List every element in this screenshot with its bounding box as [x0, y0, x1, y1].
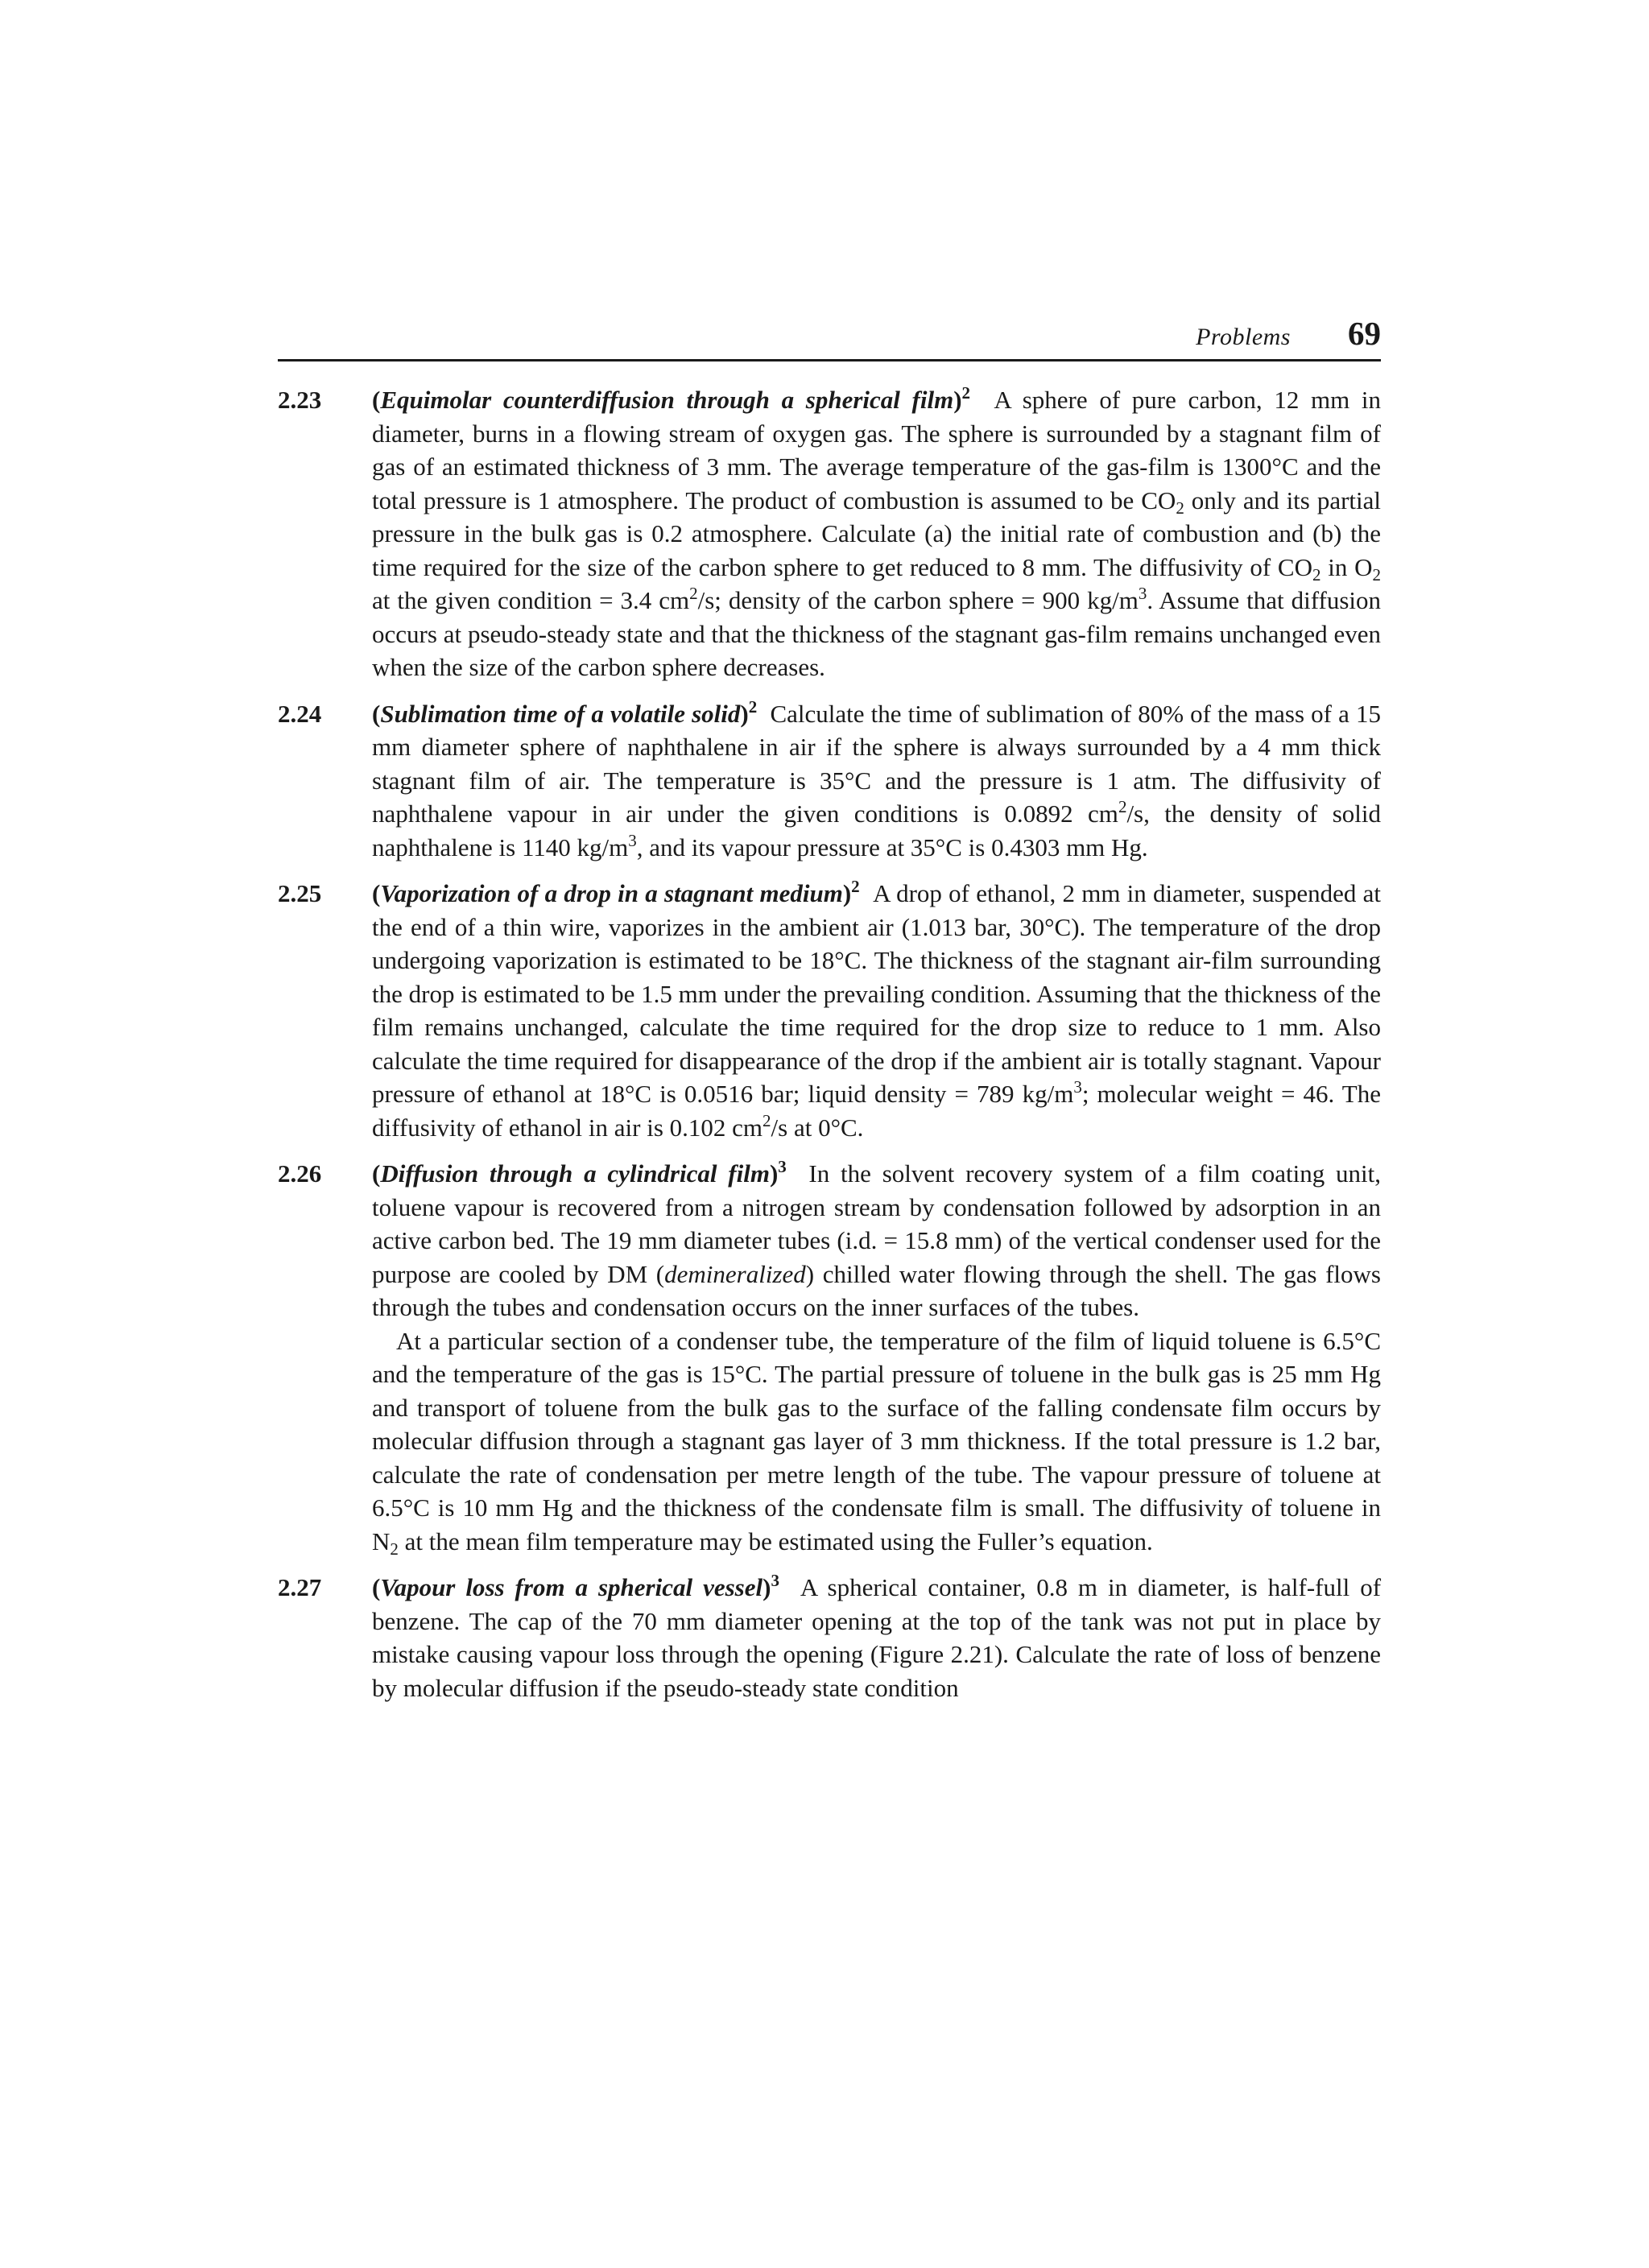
- reference-marker: 2: [961, 383, 971, 403]
- problem-title: (Vaporization of a drop in a stagnant medium): [372, 879, 852, 907]
- problem-text: (Sublimation time of a volatile solid)$^2$ Calculate the time of sublimation of 80% of the mass of a 15 mm diameter sphere of naphthalene in air if the sphere is always surrounded by a 4 mm thick stagnant film of air. The temperature is 35°C and the pressure is 1 atm. The diffusivity of naphthalene vapour in air under the given conditions is 0.0892 $cm^2/s$, the density of solid naphthalene is 1140 $kg/m^3$, and its vapour pressure at 35°C is 0.4303 mm Hg.: [372, 696, 1381, 861]
- problem-number: 2.23: [278, 386, 322, 414]
- problem-2-24: [278, 697, 1381, 865]
- running-head-section: Problems: [1196, 324, 1291, 350]
- problem-2-26: [278, 1157, 1381, 1558]
- reference-marker: 3: [771, 1571, 779, 1590]
- problem-title: (Diffusion through a cylindrical film): [372, 1159, 779, 1188]
- problem-text: (Diffusion through a cylindrical film)$^3$ In the solvent recovery system of a film coating unit, toluene vapour is recovered from a nitrogen stream by condensation followed by adsorption in an active carbon bed. The 19 mm diameter tubes (i.d. = 15.8 mm) of the vertical condenser used for the purpose are cooled by DM (demineralized) chilled water flowing through the shell. The gas flows through the tubes and condensation occurs on the inner surfaces of the tubes.: [372, 1157, 1382, 1321]
- reference-marker: 2: [748, 696, 758, 717]
- problem-text: (Vapour loss from a spherical vessel)$^3$ A spherical container, 0.8 m in diameter, is half-full of benzene. The cap of the 70 mm diameter opening at the top of the tank was not put in place by mistake causing vapour loss through the opening (Figure 2.21). Calculate the rate of loss of benzene by molecular diffusion if the pseudo-steady state condition: [372, 1571, 1382, 1702]
- problem-number: 2.26: [278, 1159, 322, 1188]
- book-page: [278, 315, 1382, 1717]
- problem-number: 2.25: [278, 879, 322, 907]
- problem-2-25: [278, 877, 1381, 1144]
- problem-text: (Vaporization of a drop in a stagnant medium)$^2$ A drop of ethanol, 2 mm in diameter, suspended at the end of a thin wire, vaporizes in the ambient air (1.013 bar, 30°C). The temperature of the drop undergoing vaporization is estimated to be 18°C. The thickness of the stagnant air-film surrounding the drop is estimated to be 1.5 mm under the prevailing condition. Assuming that the thickness of the film remains unchanged, calculate the time required for the drop size to reduce to 1 mm. Also calculate the time required for disappearance of the drop if the ambient air is totally stagnant. Vapour pressure of ethanol at 18°C is 0.0516 bar; liquid density = 789 $kg/m^3$; molecular weight = 46. The diffusivity of ethanol in air is 0.102 $cm^2/s$ at 0°C.: [372, 877, 1381, 1142]
- problem-number: 2.27: [278, 1573, 322, 1601]
- problem-list: [278, 383, 1381, 1704]
- problem-text-continued: At a particular section of a condenser tube, the temperature of the film of liquid toluene is 6.5°C and the temperature of the gas is 15°C. The partial pressure of toluene in the bulk gas is 25 mm Hg and transport of toluene from the bulk gas to the surface of the falling condensate film occurs by molecular diffusion through a stagnant gas layer of 3 mm thickness. If the total pressure is 1.2 bar, calculate the rate of condensation per metre length of the tube. The vapour pressure of toluene at 6.5°C is 10 mm Hg and the thickness of the condensate film is small. The diffusivity of toluene in $N_2$ at the mean film temperature may be estimated using the Fuller’s equation.: [372, 1326, 1381, 1559]
- running-head: [278, 315, 1381, 361]
- problem-2-23: [278, 383, 1381, 684]
- reference-marker: 2: [851, 877, 860, 896]
- reference-marker: 3: [778, 1157, 787, 1176]
- header-rule: [278, 359, 1381, 361]
- problem-2-27: [278, 1571, 1381, 1704]
- page-number: 69: [1348, 315, 1381, 352]
- problem-title: (Equimolar counterdiffusion through a spherical film): [372, 386, 962, 414]
- problem-title: (Sublimation time of a volatile solid): [372, 699, 749, 728]
- problem-title: (Vapour loss from a spherical vessel): [372, 1573, 771, 1601]
- problem-number: 2.24: [278, 699, 322, 728]
- problem-text: (Equimolar counterdiffusion through a spherical film)$^2$ A sphere of pure carbon, 12 mm in diameter, burns in a flowing stream of oxygen gas. The sphere is surrounded by a stagnant film of gas of an estimated thickness of 3 mm. The average temperature of the gas-film is 1300°C and the total pressure is 1 atmosphere. The product of combustion is assumed to be $CO_2$ only and its partial pressure in the bulk gas is 0.2 atmosphere. Calculate (a) the initial rate of combustion and (b) the time required for the size of the carbon sphere to get reduced to 8 mm. The diffusivity of $CO_2$ in $O_2$ at the given condition = 3.4 $cm^2/s$; density of the carbon sphere = 900 $kg/m^3$. Assume that diffusion occurs at pseudo-steady state and that the thickness of the stagnant gas-film remains unchanged even when the size of the carbon sphere decreases.: [372, 383, 1382, 681]
